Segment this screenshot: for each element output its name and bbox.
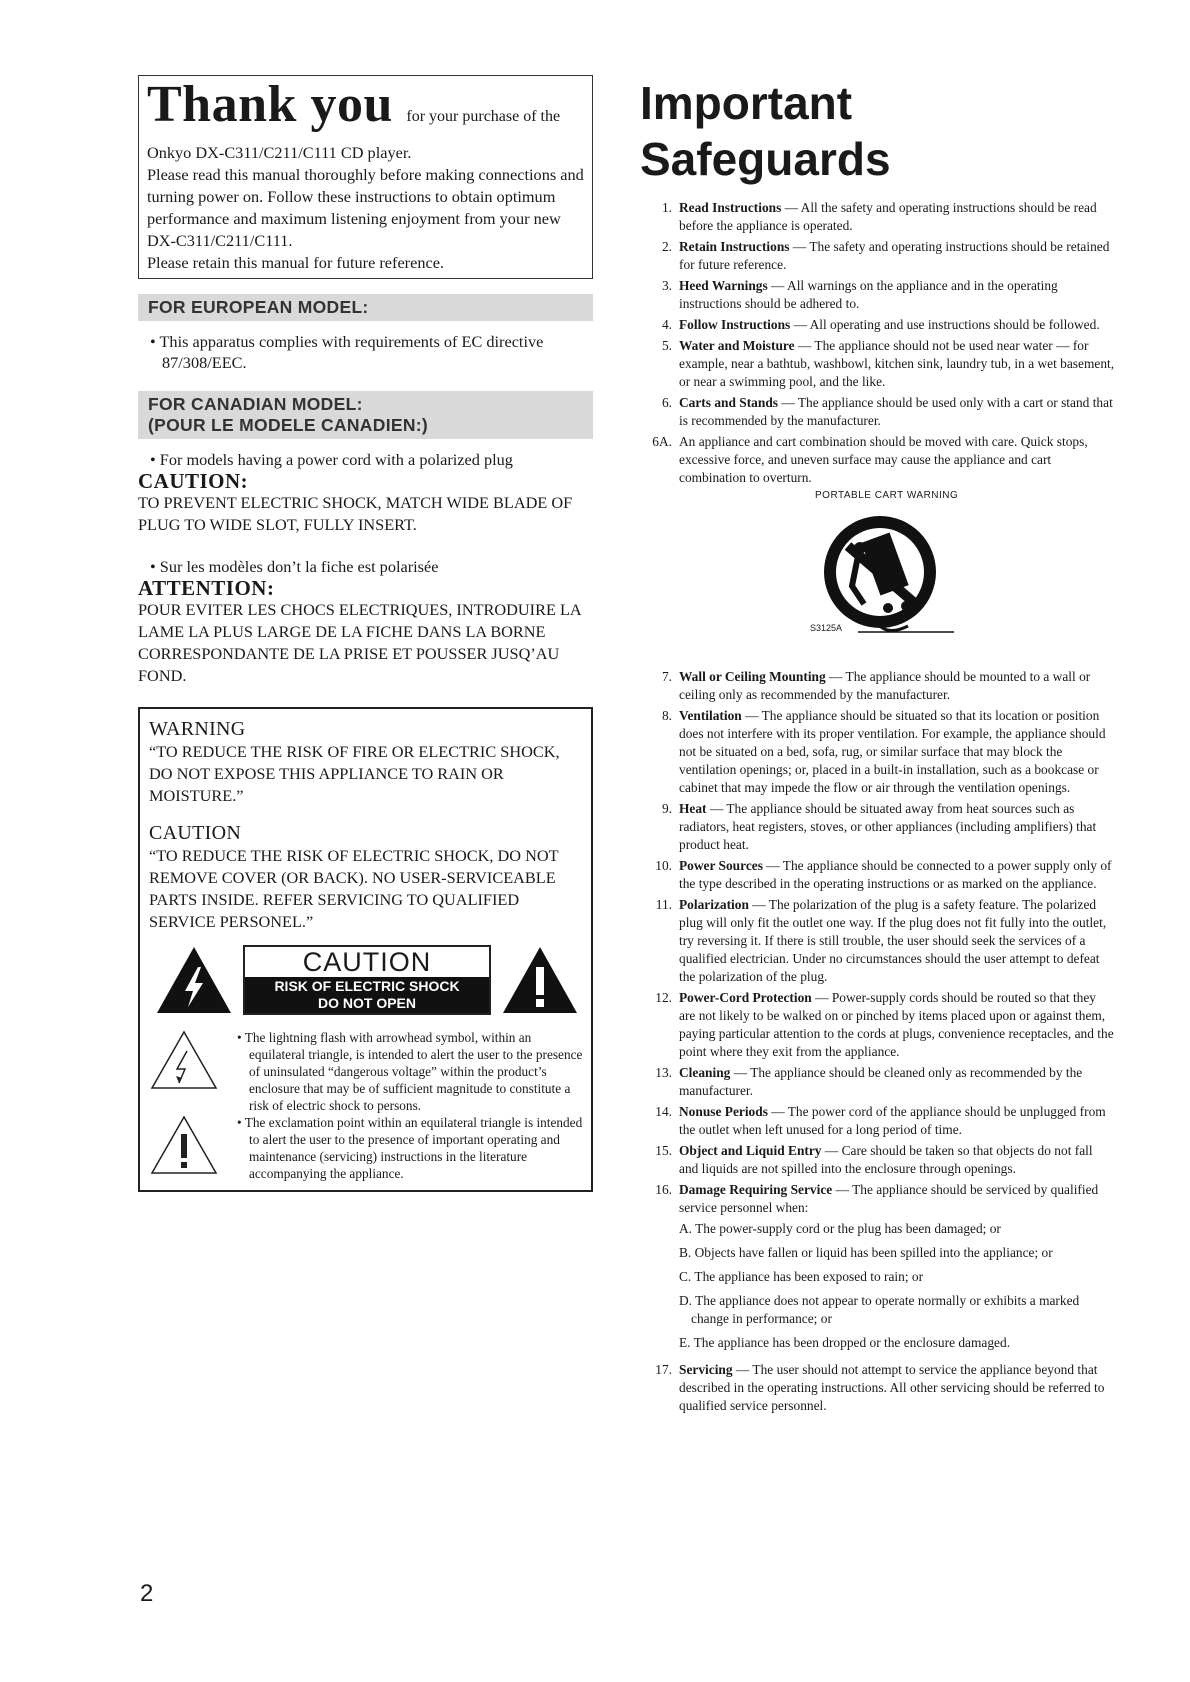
item-title: Power Sources [679,858,763,873]
list-item [640,199,1115,235]
item-title: Carts and Stands [679,395,778,410]
list-item [640,668,1115,704]
item-number: 17. [655,1362,672,1377]
item-number: 15. [655,1143,672,1158]
item-title: Read Instructions [679,200,782,215]
list-item [640,896,1115,986]
item-number: 6. [661,395,672,410]
thank-you-heading: Thank you for your purchase of the [147,76,561,133]
list-item [640,1103,1115,1139]
safeguard-list-a [640,199,1115,487]
item-text: — The appliance should be serviced by qualified service personnel when: [679,1182,1099,1215]
exclamation-outline-triangle-icon [149,1114,225,1181]
item-title: Object and Liquid Entry [679,1143,822,1158]
right-column [640,75,1115,1418]
item-number: 9. [661,801,672,816]
sub-item: D. The appliance does not appear to operate normally or exhibits a marked change in performance; or [679,1293,1080,1326]
safeguards-title-line: Safeguards [640,133,891,185]
canadian-bullet-fr: • Sur les modèles don’t la fiche est polarisée [150,557,439,576]
sub-item: C. The appliance has been exposed to rain; or [679,1269,924,1284]
symbol-notes [149,1029,583,1182]
canadian-band [138,391,593,439]
caution-label-sub [245,977,489,1013]
item-number: 3. [661,278,672,293]
list-item [640,394,1115,430]
safeguards-title [640,75,1115,187]
item-title: Servicing [679,1362,733,1377]
caution-box-text: “TO REDUCE THE RISK OF ELECTRIC SHOCK, DO NOT REMOVE COVER (OR BACK). NO USER-SERVICEABLE PARTS INSIDE. REFER SERVICING TO QUALIFIED SERVICE PERSONEL.” [149,846,559,931]
cart-warning [640,490,1115,662]
attention-text: POUR EVITER LES CHOCS ELECTRIQUES, INTRODUIRE LA LAME LA PLUS LARGE DE LA FICHE DANS LA BORNE CORRESPONDANTE DE LA PRISE ET POUSSER JUSQ’AU FOND. [138,600,581,685]
warning-box [138,707,593,1192]
item-title: Ventilation [679,708,742,723]
canadian-band-line: (POUR LE MODELE CANADIEN:) [148,415,429,435]
item-title: Heed Warnings [679,278,768,293]
item-title: Heat [679,801,707,816]
symbol-note: • The lightning flash with arrowhead symbol, within an equilateral triangle, is intended to alert the user to the presence of uninsulated “dangerous voltage” within the product’s enclosure that may be of sufficient magnitude to constitute a risk of electric shock to persons. [237,1030,583,1113]
item-title: Water and Moisture [679,338,795,353]
caution-label-row [149,945,583,1019]
list-item [640,989,1115,1061]
item-text: — The safety and operating instructions should be retained for future reference. [679,239,1110,272]
item-text: — All operating and use instructions should be followed. [790,317,1100,332]
item-title: Nonuse Periods [679,1104,768,1119]
caution-box-heading: CAUTION [149,822,242,844]
list-item [640,1361,1115,1415]
caution-label-title: CAUTION [302,947,432,977]
exclamation-triangle-icon [501,945,579,1020]
item-title: Power-Cord Protection [679,990,812,1005]
item-text: An appliance and cart combination should be moved with care. Quick stops, excessive force, and uneven surface may cause the appliance and cart combination to overturn. [679,434,1088,485]
item-text: — The user should not attempt to service the appliance beyond that described in the operating instructions. All other servicing should be referred to qualified service personnel. [679,1362,1105,1413]
sub-item: A. The power-supply cord or the plug has been damaged; or [679,1221,1001,1236]
item-text: — All the safety and operating instructions should be read before the appliance is operated. [679,200,1097,233]
list-item [640,1181,1115,1358]
list-item [640,800,1115,854]
caution-text: TO PREVENT ELECTRIC SHOCK, MATCH WIDE BLADE OF PLUG TO WIDE SLOT, FULLY INSERT. [138,493,573,534]
item-title: Damage Requiring Service [679,1182,833,1197]
item-number: 5. [661,338,672,353]
sub-item: B. Objects have fallen or liquid has been spilled into the appliance; or [679,1245,1053,1260]
canadian-bullet-en: • For models having a power cord with a polarized plug [150,450,513,469]
item-number: 8. [661,708,672,723]
item-number: 1. [661,200,672,215]
item-text: — All warnings on the appliance and in the operating instructions should be adhered to. [679,278,1058,311]
item-text: — Care should be taken so that objects do not fall and liquids are not spilled into the enclosure through openings. [679,1143,1093,1176]
item-text: — The appliance should be mounted to a wall or ceiling only as recommended by the manufacturer. [679,669,1091,702]
caution-label-sub-line: DO NOT OPEN [317,995,416,1011]
left-column [138,75,593,1192]
safeguards-title-line: Important [640,77,853,129]
item-title: Retain Instructions [679,239,790,254]
item-number: 4. [661,317,672,332]
item-title: Follow Instructions [679,317,791,332]
lightning-triangle-icon [155,945,233,1020]
item-title: Wall or Ceiling Mounting [679,669,826,684]
thank-you-line: Onkyo DX-C311/C211/C111 CD player. [147,143,412,162]
list-item [640,238,1115,274]
item-text: — The appliance should not be used near water — for example, near a bathtub, washbowl, kitchen sink, laundry tub, in a wet basement, or near a swimming pool, and the like. [679,338,1115,389]
symbol-text [225,1029,583,1182]
list-item [640,433,1115,487]
cart-code: S3125A [810,623,843,633]
caution-label-sub-line: RISK OF ELECTRIC SHOCK [274,978,460,994]
list-item [640,857,1115,893]
item-number: 11. [655,897,672,912]
item-number: 16. [655,1182,672,1197]
thank-you-suffix: for your purchase of the [406,108,561,125]
item-text: — The polarization of the plug is a safety feature. The polarized plug will only fit the outlet one way. If the plug does not fit fully into the outlet, try reversing it. If there is still trouble, the user should seek the services of a qualified electrician. Under no circumstances should the user attempt to defeat the polarization of the plug. [679,897,1107,984]
caution-label [243,945,491,1015]
item-text: — The appliance should be connected to a power supply only of the type described in the operating instructions or as marked on the appliance. [679,858,1112,891]
lightning-outline-triangle-icon [149,1078,219,1095]
attention-heading: ATTENTION: [138,576,275,600]
item-number: 2. [661,239,672,254]
caution-heading: CAUTION: [138,469,249,493]
cart-tipover-icon [818,506,958,661]
page-number: 2 [140,1580,154,1607]
item-text: — The appliance should be situated away from heat sources such as radiators, heat registers, stoves, or other appliances (including amplifiers) that product heat. [679,801,1097,852]
item-text: — The appliance should be situated so that its location or position does not interfere with its proper ventilation. For example, the appliance should not be situated on a bed, sofa, rug, or similar surface that may block the ventilation openings; or, placed in a built-in installation, such as a bookcase or cabinet that may impede the flow or air through the ventilation openings. [679,708,1106,795]
warning-text: “TO REDUCE THE RISK OF FIRE OR ELECTRIC SHOCK, DO NOT EXPOSE THIS APPLIANCE TO RAIN OR MOISTURE.” [149,742,560,805]
item-title: Polarization [679,897,749,912]
item-number: 14. [655,1104,672,1119]
item-number: 12. [655,990,672,1005]
item-number: 7. [661,669,672,684]
item-text: — The power cord of the appliance should be unplugged from the outlet when left unused for a long period of time. [679,1104,1106,1137]
item-text: — Power-supply cords should be routed so that they are not likely to be walked on or pinched by items placed upon or against them, paying particular attention to the cords at plugs, convenience receptacles, and the point where they exit from the appliance. [679,990,1114,1059]
list-item [640,337,1115,391]
safeguard-list-b [640,668,1115,1415]
item-number: 6A. [652,434,672,449]
item-number: 13. [655,1065,672,1080]
cart-warning-label: PORTABLE CART WARNING [815,490,959,501]
symbol-note: • The exclamation point within an equilateral triangle is intended to alert the user to the presence of important operating and maintenance (servicing) instructions in the literature accompanying the appliance. [237,1115,583,1181]
item-title: Cleaning [679,1065,731,1080]
list-item [640,1064,1115,1100]
canadian-band-line: FOR CANADIAN MODEL: [148,394,363,414]
thank-you-box [138,75,593,279]
item-text: — The appliance should be used only with a cart or stand that is recommended by the manufacturer. [679,395,1113,428]
thank-you-line: Please retain this manual for future reference. [147,253,444,272]
symbol-icons [149,1029,225,1182]
list-item [640,1142,1115,1178]
thank-you-line: Please read this manual thoroughly before making connections and turning power on. Follow these instructions to obtain optimum performance and maximum listening enjoyment from your new DX-C311/C211/C111. [147,165,584,250]
item-text: — The appliance should be cleaned only as recommended by the manufacturer. [679,1065,1083,1098]
list-item [640,316,1115,334]
european-band: FOR EUROPEAN MODEL: [138,294,593,321]
warning-heading: WARNING [149,718,246,740]
list-item [640,707,1115,797]
european-bullet: • This apparatus complies with requirements of EC directive 87/308/EEC. [150,332,544,372]
item-number: 10. [655,858,672,873]
list-item [640,277,1115,313]
sub-item: E. The appliance has been dropped or the enclosure damaged. [679,1335,1011,1350]
